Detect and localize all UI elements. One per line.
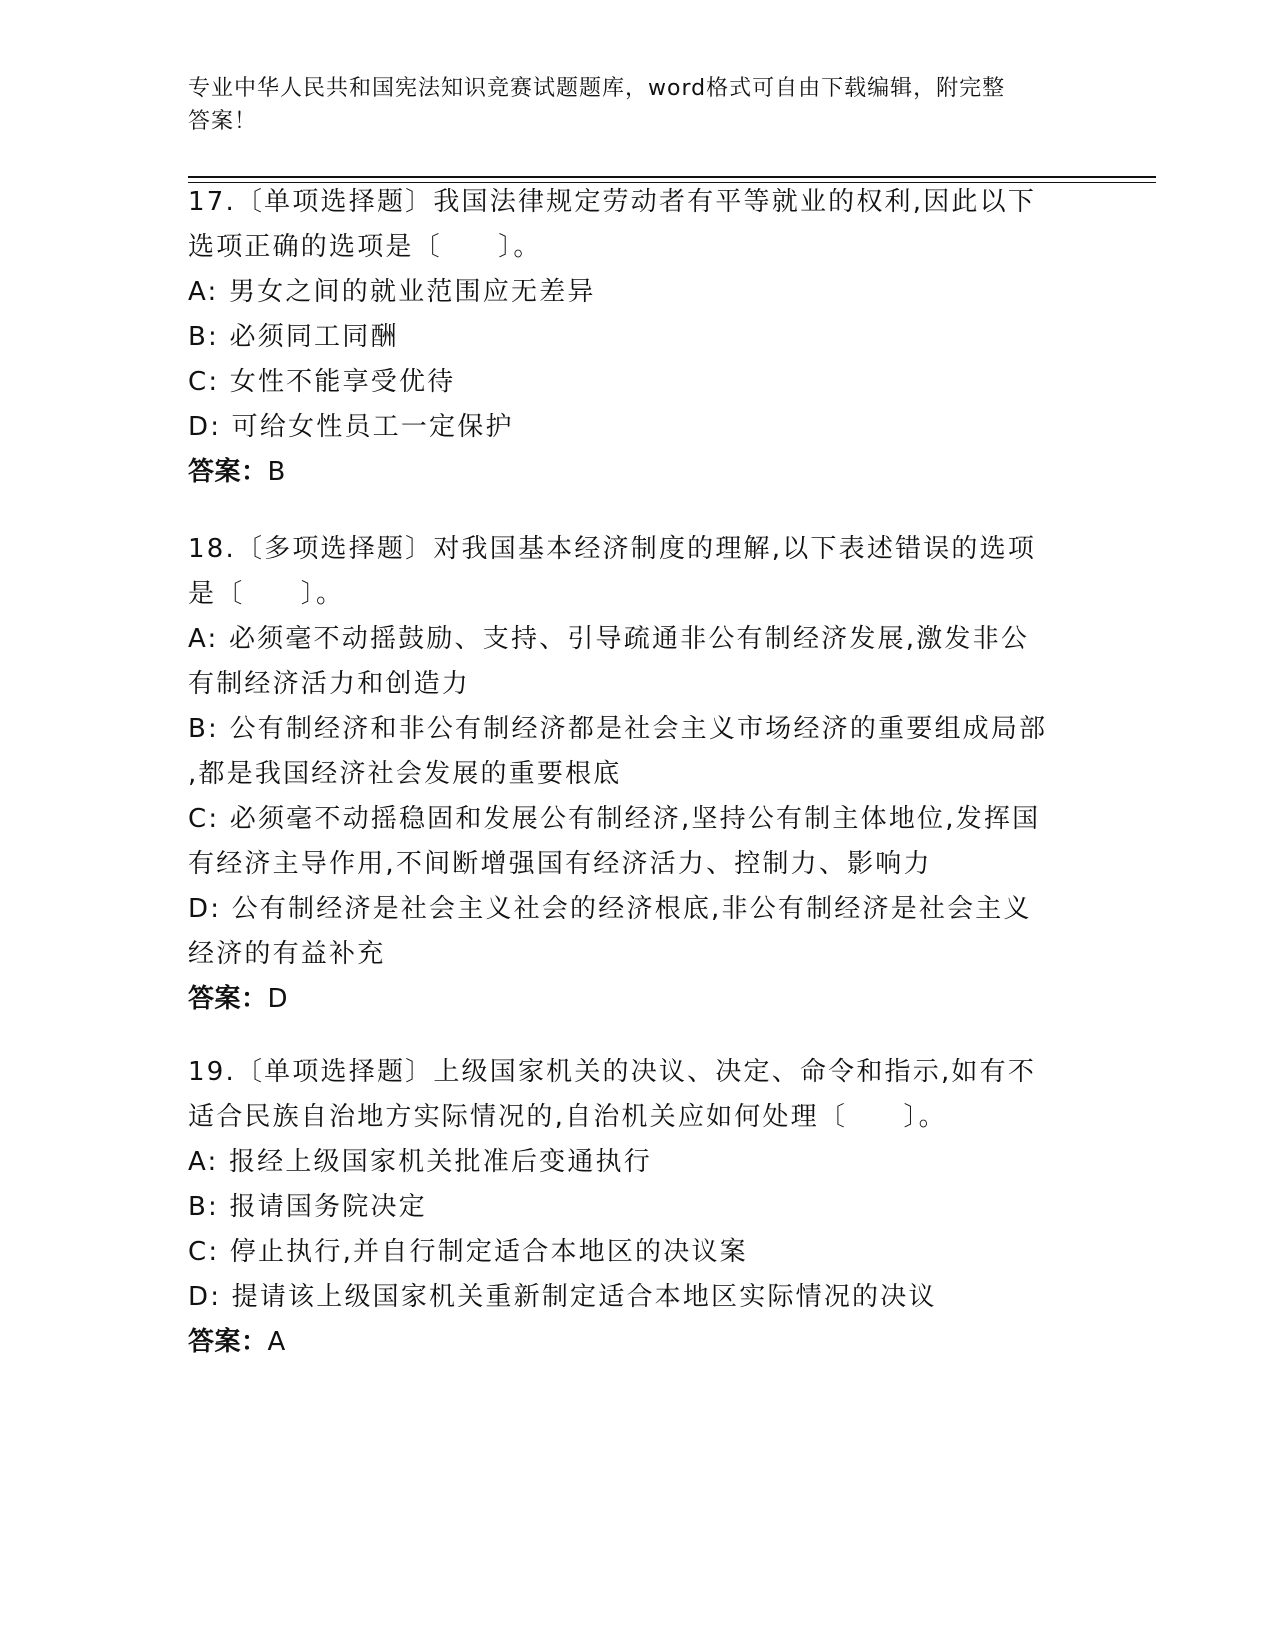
header-line-1: 专业中华人民共和国宪法知识竞赛试题题库，word格式可自由下载编辑，附完整: [188, 76, 1006, 101]
option-a: A: 必须毫不动摇鼓励、支持、引导疏通非公有制经济发展,激发非公: [188, 624, 1030, 654]
question-stem: 17.〔单项选择题〕我国法律规定劳动者有平等就业的权利,因此以下: [188, 187, 1037, 217]
answer-label: 答案：: [188, 984, 268, 1014]
question-stem: 选项正确的选项是〔 〕。: [188, 232, 542, 262]
answer-value: D: [267, 984, 289, 1014]
answer-line: [188, 450, 1078, 495]
option-c-cont: 有经济主导作用,不间断增强国有经济活力、控制力、影响力: [188, 849, 932, 879]
question-stem: 是〔 〕。: [188, 579, 345, 609]
question-18: [188, 527, 1078, 1022]
question-19: [188, 1050, 1078, 1365]
answer-label: 答案：: [188, 1327, 268, 1357]
option-a: A: 报经上级国家机关批准后变通执行: [188, 1147, 652, 1177]
answer-line: [188, 977, 1078, 1022]
option-b: B: 公有制经济和非公有制经济都是社会主义市场经济的重要组成局部: [188, 714, 1048, 744]
answer-line: [188, 1320, 1078, 1365]
header-rule-thick: [188, 176, 1156, 178]
option-c: C: 停止执行,并自行制定适合本地区的决议案: [188, 1237, 748, 1267]
option-b: B: 必须同工同酬: [188, 322, 399, 352]
header-line-2: 答案！: [188, 109, 258, 134]
question-stem: 19.〔单项选择题〕上级国家机关的决议、决定、命令和指示,如有不: [188, 1057, 1037, 1087]
option-b-cont: ,都是我国经济社会发展的重要根底: [188, 759, 622, 789]
option-a-cont: 有制经济活力和创造力: [188, 669, 471, 699]
option-a: A: 男女之间的就业范围应无差异: [188, 277, 596, 307]
option-d: D: 公有制经济是社会主义社会的经济根底,非公有制经济是社会主义: [188, 894, 1032, 924]
option-b: B: 报请国务院决定: [188, 1192, 427, 1222]
document-header: [188, 72, 1068, 138]
option-c: C: 必须毫不动摇稳固和发展公有制经济,坚持公有制主体地位,发挥国: [188, 804, 1041, 834]
option-d-cont: 经济的有益补充: [188, 939, 386, 969]
question-stem: 适合民族自治地方实际情况的,自治机关应如何处理〔 〕。: [188, 1102, 947, 1132]
option-d: D: 提请该上级国家机关重新制定适合本地区实际情况的决议: [188, 1282, 937, 1312]
question-stem: 18.〔多项选择题〕对我国基本经济制度的理解,以下表述错误的选项: [188, 534, 1037, 564]
option-d: D: 可给女性员工一定保护: [188, 412, 514, 442]
answer-value: B: [267, 457, 286, 487]
answer-value: A: [267, 1327, 286, 1357]
answer-label: 答案：: [188, 457, 268, 487]
option-c: C: 女性不能享受优待: [188, 367, 456, 397]
question-17: [188, 180, 1078, 495]
